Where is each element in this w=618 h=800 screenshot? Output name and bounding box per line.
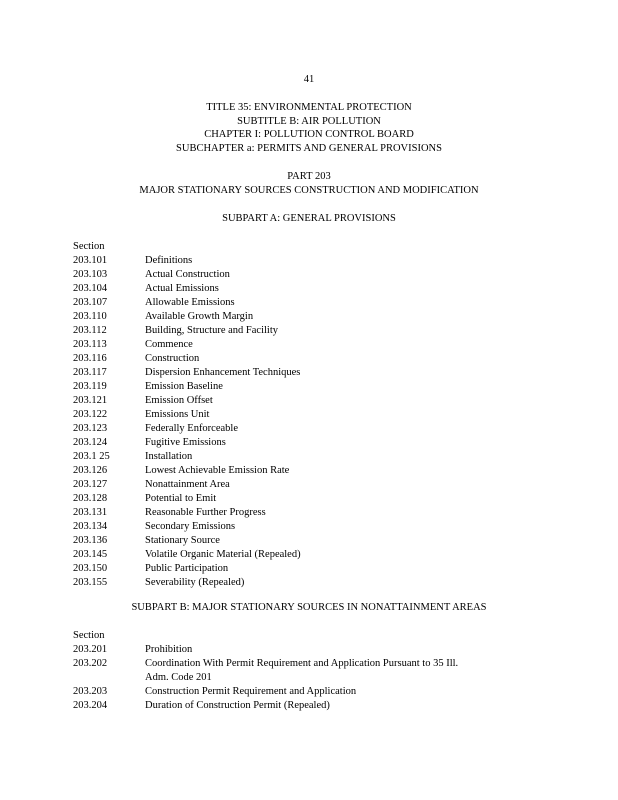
section-title: Emissions Unit: [145, 409, 210, 420]
section-title: Building, Structure and Facility: [145, 325, 278, 336]
section-number: 203.150: [73, 563, 108, 574]
section-title: Emission Baseline: [145, 381, 223, 392]
section-title: Reasonable Further Progress: [145, 507, 266, 518]
section-title: Volatile Organic Material (Repealed): [145, 549, 301, 560]
subpart-a-heading: SUBPART A: GENERAL PROVISIONS: [222, 213, 396, 224]
section-title: Coordination With Permit Requirement and Application Pursuant to 35 Ill.: [145, 658, 459, 669]
section-title: Dispersion Enhancement Techniques: [145, 367, 301, 378]
part-title: MAJOR STATIONARY SOURCES CONSTRUCTION AND MODIFICATION: [139, 185, 479, 196]
section-title: Actual Emissions: [145, 283, 219, 294]
section-title: Stationary Source: [145, 535, 220, 546]
section-number: 203.145: [73, 549, 108, 560]
section-title: Actual Construction: [145, 269, 230, 280]
section-title: Prohibition: [145, 644, 193, 655]
subpart-b-heading: SUBPART B: MAJOR STATIONARY SOURCES IN NONATTAINMENT AREAS: [131, 602, 487, 613]
section-number: 203.116: [73, 353, 107, 364]
section-title: Commence: [145, 339, 193, 350]
section-title: Severability (Repealed): [145, 577, 245, 588]
section-label-b: Section: [73, 630, 105, 641]
section-number: 203.113: [73, 339, 107, 350]
section-number: 203.117: [73, 367, 107, 378]
part-number: PART 203: [287, 171, 331, 182]
section-title: Available Growth Margin: [145, 311, 254, 322]
section-title: Construction Permit Requirement and Application: [145, 686, 357, 697]
section-title: Construction: [145, 353, 200, 364]
section-number: 203.101: [73, 255, 108, 266]
section-number: 203.103: [73, 269, 108, 280]
title-line: TITLE 35: ENVIRONMENTAL PROTECTION: [206, 102, 412, 113]
section-title: Duration of Construction Permit (Repealed): [145, 700, 330, 711]
section-number: 203.122: [73, 409, 108, 420]
section-title: Public Participation: [145, 563, 229, 574]
section-number: 203.104: [73, 283, 108, 294]
section-number: 203.124: [73, 437, 108, 448]
section-number: 203.121: [73, 395, 108, 406]
section-number: 203.128: [73, 493, 108, 504]
section-number: 203.201: [73, 644, 108, 655]
section-title: Lowest Achievable Emission Rate: [145, 465, 290, 476]
section-number: 203.126: [73, 465, 108, 476]
section-number: 203.110: [73, 311, 107, 322]
section-number: 203.203: [73, 686, 108, 697]
section-number: 203.119: [73, 381, 107, 392]
subchapter-line: SUBCHAPTER a: PERMITS AND GENERAL PROVISIONS: [176, 143, 442, 154]
section-title: Emission Offset: [145, 395, 213, 406]
section-number: 203.134: [73, 521, 108, 532]
section-title: Secondary Emissions: [145, 521, 236, 532]
section-title-continuation: Adm. Code 201: [145, 672, 212, 683]
section-number: 203.112: [73, 325, 107, 336]
section-number: 203.204: [73, 700, 108, 711]
chapter-line: CHAPTER I: POLLUTION CONTROL BOARD: [204, 129, 414, 140]
section-title: Federally Enforceable: [145, 423, 238, 434]
section-number: 203.127: [73, 479, 108, 490]
section-number: 203.107: [73, 297, 108, 308]
section-number: 203.202: [73, 658, 108, 669]
section-title: Potential to Emit: [145, 493, 217, 504]
section-number: 203.155: [73, 577, 108, 588]
section-number: 203.123: [73, 423, 108, 434]
section-number: 203.1 25: [73, 451, 110, 462]
section-label-a: Section: [73, 241, 105, 252]
page-number: 41: [303, 74, 315, 85]
section-title: Allowable Emissions: [145, 297, 235, 308]
section-title: Nonattainment Area: [145, 479, 230, 490]
section-number: 203.136: [73, 535, 108, 546]
section-title: Definitions: [145, 255, 193, 266]
section-title: Installation: [145, 451, 193, 462]
subtitle-line: SUBTITLE B: AIR POLLUTION: [237, 116, 381, 127]
section-title: Fugitive Emissions: [145, 437, 226, 448]
section-number: 203.131: [73, 507, 108, 518]
